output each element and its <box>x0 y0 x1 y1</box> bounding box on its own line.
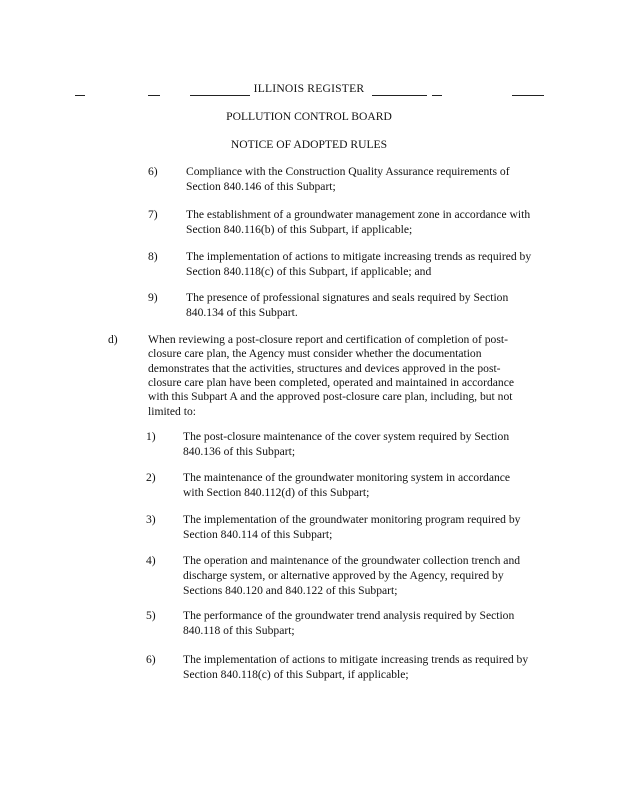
paragraph-text: limited to: <box>148 404 196 418</box>
agency-title: POLLUTION CONTROL BOARD <box>226 110 392 123</box>
list-item-number: 9) <box>148 291 158 304</box>
list-item-text: The performance of the groundwater trend analysis required by Section <box>183 609 515 622</box>
list-item-number: 5) <box>146 609 156 622</box>
list-item-text: The implementation of actions to mitigate increasing trends as required by <box>186 250 532 263</box>
list-item-number: 1) <box>146 430 156 443</box>
list-item-text: 840.136 of this Subpart; <box>183 445 296 458</box>
list-item-text: The operation and maintenance of the groundwater collection trench and <box>183 554 521 567</box>
list-item-text: Section 840.114 of this Subpart; <box>183 528 333 541</box>
list-item-text: The implementation of the groundwater monitoring program required by <box>183 513 521 526</box>
list-item-text: The presence of professional signatures and seals required by Section <box>186 291 509 304</box>
list-item-text: with Section 840.112(d) of this Subpart; <box>183 486 370 499</box>
list-item-text: The maintenance of the groundwater monitoring system in accordance <box>183 471 511 484</box>
list-item-number: 6) <box>146 653 156 666</box>
list-item-number: 8) <box>148 250 158 263</box>
list-item-number: 3) <box>146 513 156 526</box>
list-item-text: Section 840.116(b) of this Subpart, if applicable; <box>186 223 413 236</box>
list-item-text: The post-closure maintenance of the cover system required by Section <box>183 430 510 443</box>
list-item-number: 7) <box>148 208 158 221</box>
paragraph-number: d) <box>108 333 118 346</box>
list-item-text: Sections 840.120 and 840.122 of this Subpart; <box>183 584 398 597</box>
list-item-text: Section 840.118(c) of this Subpart, if applicable; and <box>186 265 432 278</box>
list-item-text: discharge system, or alternative approved by the Agency, required by <box>183 569 504 582</box>
list-item-text: Section 840.146 of this Subpart; <box>186 180 336 193</box>
list-item-text: The implementation of actions to mitigate increasing trends as required by <box>183 653 529 666</box>
paragraph-text: with this Subpart A and the approved post-closure care plan, including, but not <box>148 390 513 404</box>
list-item-text: 840.118 of this Subpart; <box>183 624 295 637</box>
list-item-number: 2) <box>146 471 156 484</box>
list-item-text: Section 840.118(c) of this Subpart, if applicable; <box>183 668 409 681</box>
list-item-number: 4) <box>146 554 156 567</box>
list-item-text: 840.134 of this Subpart. <box>186 306 298 319</box>
list-item-text: The establishment of a groundwater management zone in accordance with <box>186 208 531 221</box>
paragraph-text: demonstrates that the activities, structures and devices approved in the post- <box>148 361 501 375</box>
list-item-number: 6) <box>148 165 158 178</box>
notice-title: NOTICE OF ADOPTED RULES <box>230 138 388 151</box>
paragraph-text: When reviewing a post-closure report and certification of completion of post- <box>148 333 508 346</box>
paragraph-text: closure care plan, the Agency must consider whether the documentation <box>148 347 482 361</box>
paragraph-text: closure care plan have been completed, operated and maintained in accordance <box>148 375 514 389</box>
list-item-text: Compliance with the Construction Quality Assurance requirements of <box>186 165 510 178</box>
register-title: ILLINOIS REGISTER <box>253 82 365 95</box>
